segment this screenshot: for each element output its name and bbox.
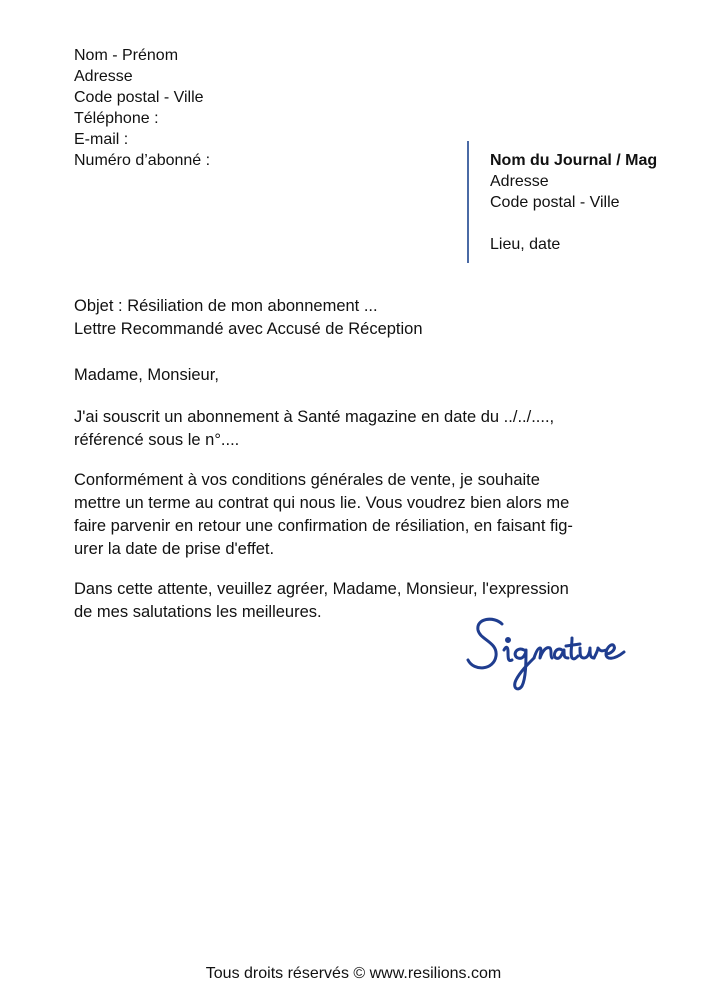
footer: [0, 963, 707, 985]
paragraph-subscription: [74, 406, 634, 452]
subject-block: [74, 295, 423, 341]
paragraph-line: urer la date de prise d'effet.: [74, 540, 275, 558]
paragraph-line: mettre un terme au contrat qui nous lie. Vous voudrez bien alors me: [74, 494, 570, 512]
paragraph-termination: [74, 469, 634, 561]
paragraph-line: de mes salutations les meilleures.: [74, 603, 322, 621]
copyright-text: Tous droits réservés © www.resilions.com: [205, 965, 502, 982]
recipient-divider: [467, 141, 469, 263]
recipient-name: Nom du Journal / Mag: [490, 152, 658, 169]
paragraph-line: Conformément à vos conditions générales de vente, je souhaite: [74, 471, 540, 489]
greeting: [74, 364, 634, 387]
subject-line: Objet : Résiliation de mon abonnement ...: [74, 297, 378, 315]
paragraph-line: référencé sous le n°....: [74, 431, 240, 449]
sender-name: Nom - Prénom: [74, 47, 179, 64]
paragraph-line: Dans cette attente, veuillez agréer, Madame, Monsieur, l'expression: [74, 580, 569, 598]
paragraph-line: faire parvenir en retour une confirmation de résiliation, en faisant fig-: [74, 517, 573, 535]
handwritten-signature: [464, 612, 634, 694]
sender-block: [74, 45, 210, 171]
paragraph-line: J'ai souscrit un abonnement à Santé magazine en date du ../../....,: [74, 408, 555, 426]
sender-phone: Téléphone :: [74, 110, 159, 127]
recipient-address: Adresse: [490, 173, 549, 190]
sender-city: Code postal - Ville: [74, 89, 204, 106]
sender-email: E-mail :: [74, 131, 129, 148]
sender-subscriber-number: Numéro d’abonné :: [74, 152, 211, 169]
recipient-spacer: [490, 213, 657, 234]
greeting-text: Madame, Monsieur,: [74, 366, 219, 384]
place-date: Lieu, date: [490, 236, 561, 253]
recipient-block: [490, 150, 657, 255]
sender-address: Adresse: [74, 68, 133, 85]
recipient-city: Code postal - Ville: [490, 194, 620, 211]
delivery-mode-line: Lettre Recommandé avec Accusé de Réception: [74, 320, 423, 338]
